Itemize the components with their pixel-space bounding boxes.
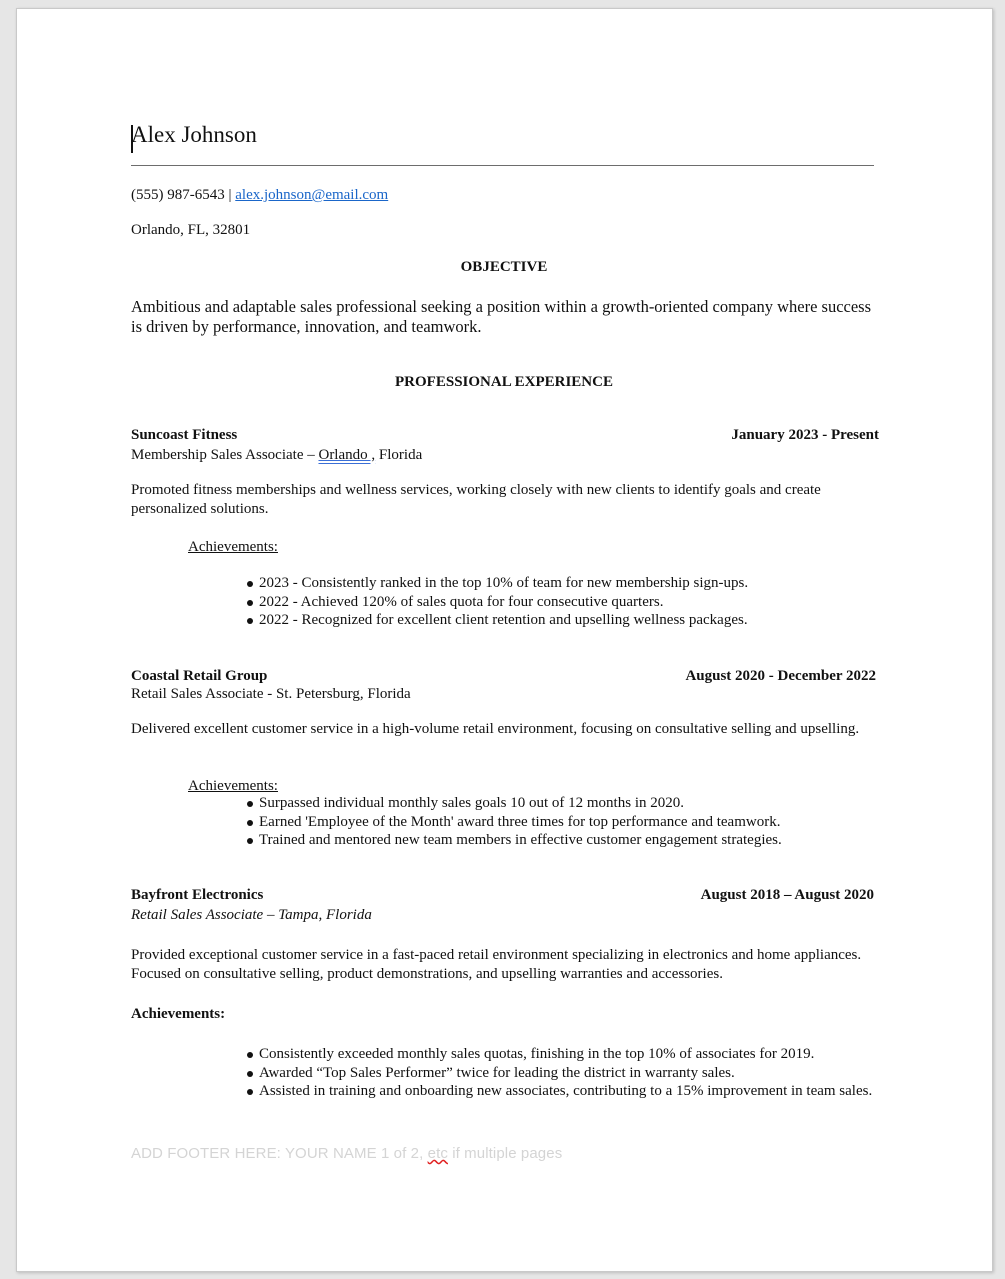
footer-placeholder[interactable] <box>131 1145 562 1162</box>
job-3-achievements-list <box>246 1045 876 1101</box>
job-2-achievements-label: Achievements: <box>188 778 278 794</box>
achievement-item: Consistently exceeded monthly sales quotas, finishing in the top 10% of associates for 2019. <box>246 1045 876 1064</box>
job-3-title: Retail Sales Associate – Tampa, Florida <box>131 907 372 923</box>
header-divider <box>131 165 874 166</box>
footer-text-before: ADD FOOTER HERE: YOUR NAME 1 of 2, <box>131 1145 428 1162</box>
spelling-error-word[interactable]: etc <box>427 1145 448 1162</box>
job-1-achievements-list <box>246 574 866 630</box>
phone-number: (555) 987-6543 <box>131 187 225 203</box>
achievement-item: 2023 - Consistently ranked in the top 10% of team for new membership sign-ups. <box>246 574 866 593</box>
achievement-item: Awarded “Top Sales Performer” twice for leading the district in warranty sales. <box>246 1064 876 1083</box>
job-1-title <box>131 446 422 465</box>
job-3-description: Provided exceptional customer service in a fast-paced retail environment specializing in electronics and home appliances. Focused on consultative selling, product demonstrations, and upselling warranties and accessories. <box>131 947 862 982</box>
footer-text-after: if multiple pages <box>447 1145 563 1162</box>
contact-line <box>131 186 388 205</box>
objective-heading: OBJECTIVE <box>460 259 548 275</box>
job-2-description: Delivered excellent customer service in a high-volume retail environment, focusing on consultative selling and upselling. <box>131 721 860 737</box>
achievement-item: Earned 'Employee of the Month' award three times for top performance and teamwork. <box>246 813 866 832</box>
document-page[interactable] <box>16 8 993 1272</box>
job-1-achievements-label: Achievements: <box>188 539 278 555</box>
contact-separator: | <box>228 187 232 203</box>
achievement-item: Assisted in training and onboarding new associates, contributing to a 15% improvement in team sales. <box>246 1082 876 1101</box>
achievement-item: Surpassed individual monthly sales goals 10 out of 12 months in 2020. <box>246 794 866 813</box>
objective-text: Ambitious and adaptable sales professional seeking a position within a growth-oriented company where success is driven by performance, innovation, and teamwork. <box>131 297 872 336</box>
job-1-company: Suncoast Fitness <box>131 427 238 443</box>
experience-heading: PROFESSIONAL EXPERIENCE <box>395 374 613 390</box>
job-2-title: Retail Sales Associate - St. Petersburg, Florida <box>131 686 411 702</box>
job-1-dates: January 2023 - Present <box>731 427 879 443</box>
job-3-company: Bayfront Electronics <box>131 887 264 903</box>
achievement-item: 2022 - Achieved 120% of sales quota for four consecutive quarters. <box>246 593 866 612</box>
email-link[interactable]: alex.johnson@email.com <box>235 187 389 203</box>
achievement-item: 2022 - Recognized for excellent client retention and upselling wellness packages. <box>246 611 866 630</box>
job-2-company: Coastal Retail Group <box>131 668 268 684</box>
job-3-dates: August 2018 – August 2020 <box>700 887 874 903</box>
job-1-title-suffix: Florida <box>375 447 423 463</box>
job-1-description: Promoted fitness memberships and wellness services, working closely with new clients to identify goals and create personalized solutions. <box>131 482 821 517</box>
job-1-title-prefix: Membership Sales Associate – <box>131 447 319 463</box>
achievement-item: Trained and mentored new team members in effective customer engagement strategies. <box>246 831 866 850</box>
job-2-dates: August 2020 - December 2022 <box>685 668 876 684</box>
resume-name[interactable]: Alex Johnson <box>131 122 257 147</box>
job-3-achievements-label: Achievements: <box>131 1006 226 1022</box>
job-2-achievements-list <box>246 794 866 850</box>
grammar-flagged-text[interactable]: Orlando , <box>318 447 376 463</box>
location: Orlando, FL, 32801 <box>131 222 251 238</box>
